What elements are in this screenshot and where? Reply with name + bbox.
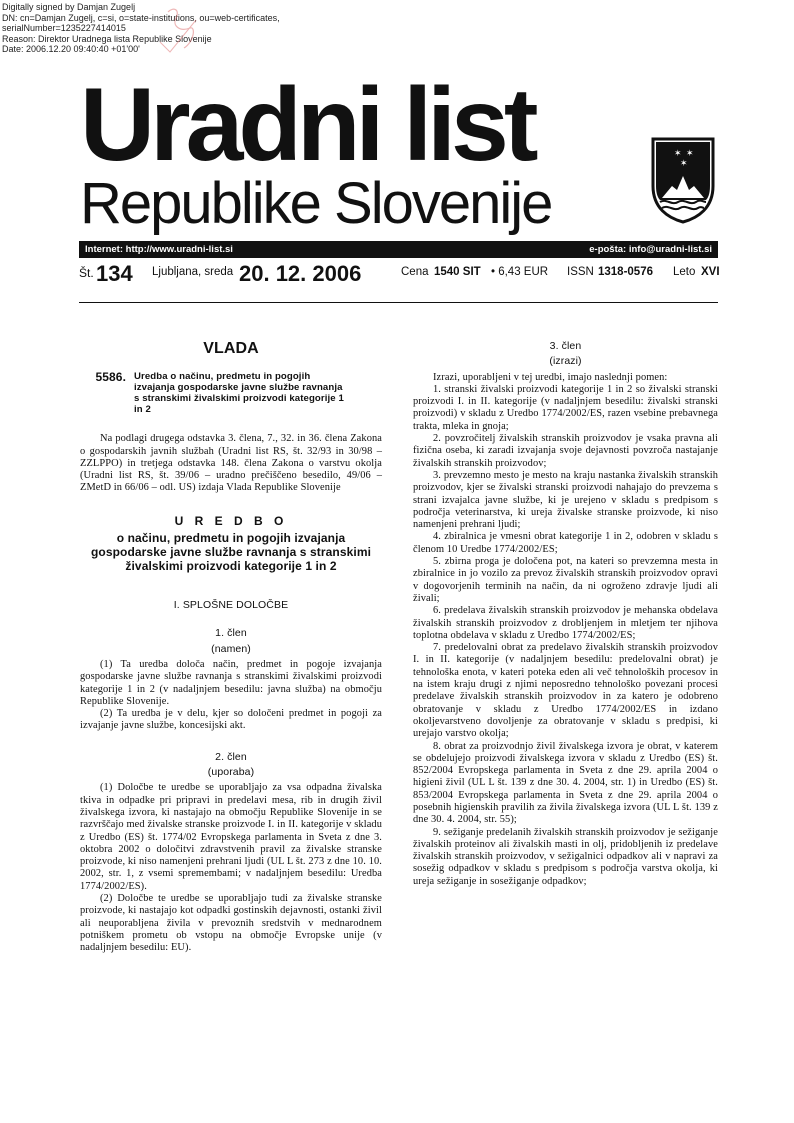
signature-line: DN: cn=Damjan Zugelj, c=si, o=state-institutions, ou=web-certificates,: [2, 12, 280, 23]
chapter-heading: I. SPLOŠNE DOLOČBE: [173, 599, 289, 612]
svg-text:✶: ✶: [680, 159, 688, 169]
paragraph: (1) Določbe te uredbe se uporabljajo za vsa odpadna živalska tkiva in odpadke pri pripravi in predelavi mesa, rib in drugih živil živalskega izvora, ki nastajajo na območju Republike Slovenije in se razvrščajo med živalske stranske proizvode I. in II. kategorije v skladu z Uredbo (ES) št. 1774/02 Evropskega parlamenta in Sveta z dne 3. oktobra 2002 o določitvi zdravstvenih pravil za živalske stranske proizvode, ki niso namenjeni prehrani ljudi (UL L št. 273 z dne 10. 10. 2002, str. 1, z vsemi spremembami; v nadaljnjem besedilu: Uredba 1774/2002/ES).: [80, 782, 382, 892]
definition-item: 6. predelava živalskih stranskih proizvodov je mehanska obdelava živalskih stranskih proizvodov z drobljenjem in mletjem ter njihova toplotna obdelava v skladu z Uredbo 1774/2002/ES;: [413, 605, 718, 641]
email-link[interactable]: e-pošta: info@uradni-list.si: [589, 244, 712, 255]
signature-check-icon: [150, 2, 210, 60]
year-label: Leto: [673, 266, 696, 278]
uredbo-heading: U R E D B O: [174, 513, 288, 528]
article-number: 1. člen: [215, 627, 247, 640]
issue-date: 20. 12. 2006: [239, 261, 362, 286]
signature-line: serialNumber=1235227414015: [2, 23, 126, 33]
article-name: (namen): [211, 642, 251, 655]
paragraph: Izrazi, uporabljeni v tej uredbi, imajo naslednji pomen:: [433, 371, 668, 383]
article-name: (uporaba): [207, 766, 255, 779]
issue-number-label: Št.: [79, 266, 94, 280]
masthead-title: Uradni list: [80, 67, 534, 183]
year-value: XVI: [701, 266, 720, 278]
svg-text:✶: ✶: [686, 149, 694, 159]
definition-item: 1. stranski živalski proizvodi kategorije 1 in 2 so živalski stranski proizvodi I. in II. kategorije (v nadaljnjem besedilu: živalski stranski proizvodi) v skladu z Uredbo 1774/2002/ES, razen vsebine prebavnega trakta, mleka in gnoja;: [413, 383, 718, 432]
issue-line: [79, 262, 718, 292]
coat-of-arms-icon: [650, 136, 716, 224]
regulation-header: [80, 371, 382, 415]
signature-line: Reason: Direktor Uradnega lista Republike Slovenije: [2, 33, 212, 44]
issue-place-day: Ljubljana, sreda: [152, 266, 234, 278]
article-number: 2. člen: [215, 750, 247, 763]
uredbo-subtitle: o načinu, predmetu in pogojih izvajanja gospodarske javne službe ravnanja s stranskimi živalskimi proizvodi kategorije 1 in 2: [90, 531, 372, 574]
paragraph: (2) Določbe te uredbe se uporabljajo tudi za živalske stranske proizvode, ki nastajajo kot odpadki gostinskih dejavnosti, ostanki živil ali neuporabljena živila v prevoznih sredstvih v mednarodnem potniškem prometu ob vstopu na območje Evropske unije (v nadaljnjem besedilu: EU).: [80, 893, 382, 954]
signature-line: Date: 2006.12.20 09:40:40 +01'00': [2, 44, 140, 54]
preamble: Na podlagi drugega odstavka 3. člena, 7., 32. in 36. člena Zakona o gospodarskih javnih službah (Uradni list RS, št. 32/93 in 30/98 – ZZLPPO) in tretjega odstavka 148. člena Zakona o varstvu okolja (Uradni list RS, št. 39/06 – uradno prečiščeno besedilo, 49/06 – ZMetD in 66/06 – odl. US) izdaja Vlada Republike Slovenije: [80, 433, 382, 494]
price-label: Cena: [401, 266, 429, 278]
paragraph: (2) Ta uredba je v delu, kjer so določeni predmet in pogoji za izvajanje javne službe, koncesijski akt.: [80, 708, 382, 732]
digital-signature: [2, 2, 280, 55]
definition-item: 5. zbirna proga je določena pot, na kateri so prevzemna mesta in zbiralnice in jo vozilo za prevoz živalskih stranskih proizvodov opravi v dogovorjenih terminih na način, da ni ogroženo zdravje ljudi ali živali;: [413, 556, 718, 604]
price-eur: • 6,43 EUR: [491, 266, 549, 278]
section-heading-vlada: VLADA: [203, 340, 259, 357]
issue-number: 134: [96, 261, 133, 286]
paragraph: (1) Ta uredba določa način, predmet in pogoje izvajanja gospodarske javne službe ravnanja s stranskimi živalskimi proizvodi kategorije 1 in 2 (v nadaljnjem besedilu: javna služba) na območju Republike Slovenije.: [80, 658, 382, 707]
header-divider: [79, 302, 718, 303]
definition-item: 4. zbiralnica je vmesni obrat kategorije 1 in 2, odobren v skladu s členom 10 Uredbe 1774/2002/ES;: [413, 531, 718, 555]
regulation-title: Uredba o načinu, predmetu in pogojih izvajanja gospodarske javne službe ravnanja s stranskimi živalskimi proizvodi kategorije 1 in 2: [134, 371, 344, 416]
right-column: [413, 338, 718, 888]
signature-line: Digitally signed by Damjan Zugelj: [2, 2, 136, 12]
article-name: (izrazi): [549, 355, 582, 368]
definition-item: 9. sežiganje predelanih živalskih stranskih proizvodov je sežiganje živalskih proteinov ali živalskih masti in olj, pridobljenih iz predelave živalskih stranskih proizvodov, v sežigalnici odpadkov ali v napravi za sosežig odpadkov v skladu s predpisom s področja varstva okolja, ki ureja sežiganje in sosežiganje odpadkov;: [413, 826, 718, 887]
svg-text:✶: ✶: [674, 149, 682, 159]
article-number: 3. člen: [549, 340, 582, 352]
definition-item: 2. povzročitelj živalskih stranskih proizvodov je vsaka pravna ali fizična oseba, ki zaradi izvajanja svoje dejavnosti povzroča nastajanje živalskih stranskih proizvodov;: [413, 433, 718, 469]
left-column: [80, 338, 382, 955]
internet-link[interactable]: Internet: http://www.uradni-list.si: [85, 244, 233, 255]
issn-value: 1318-0576: [598, 266, 653, 278]
definition-item: 8. obrat za proizvodnjo živil živalskega izvora je obrat, v katerem se obdelujejo proizvodi živalskega izvora v skladu z Uredbo (ES) št. 852/2004 Evropskega parlamenta in Sveta z dne 29. aprila 2004 o higieni živil (UL L št. 139 z dne 30. 4. 2004, str. 1) in Uredbo (ES) št. 853/2004 Evropskega parlamenta in Sveta z dne 29. aprila 2004 o posebnih higienskih pravilih za živila živalskega izvora (UL L št. 139 z dne 30. 4. 2004, str. 55);: [413, 740, 718, 826]
contact-bar: [79, 241, 718, 258]
issn-label: ISSN: [567, 266, 594, 278]
regulation-number: 5586.: [95, 370, 126, 385]
definition-item: 7. predelovalni obrat za predelavo živalskih stranskih proizvodov I. in II. kategorije (v nadaljnjem besedilu: predelovalni obrat) je tehnološka enota, v kateri poteka eden ali več tehnoloških procesov in na istem kraju drugi z njimi neposredno tehnološko povezani procesi predelave živalskih stranskih proizvodov in za katero je odobreno obratovanje v skladu z Uredbo 1774/2002/ES in izdano okoljevarstveno dovoljenje za obratovanje v skladu s predpisi, ki urejajo varstvo okolja;: [413, 642, 718, 740]
masthead-subtitle: Republike Slovenije: [80, 171, 552, 236]
price-sit: 1540 SIT: [434, 266, 481, 278]
definition-item: 3. prevzemno mesto je mesto na kraju nastanka živalskih stranskih proizvodov, kjer se živalski stranski proizvodi nahajajo do prevzema s strani izvajalca javne službe, ki je urejeno v skladu s predpisom s področja veterinarstva, ki ureja živalske stranske proizvode, ki niso namenjeni prehrani ljudi;: [413, 469, 718, 531]
